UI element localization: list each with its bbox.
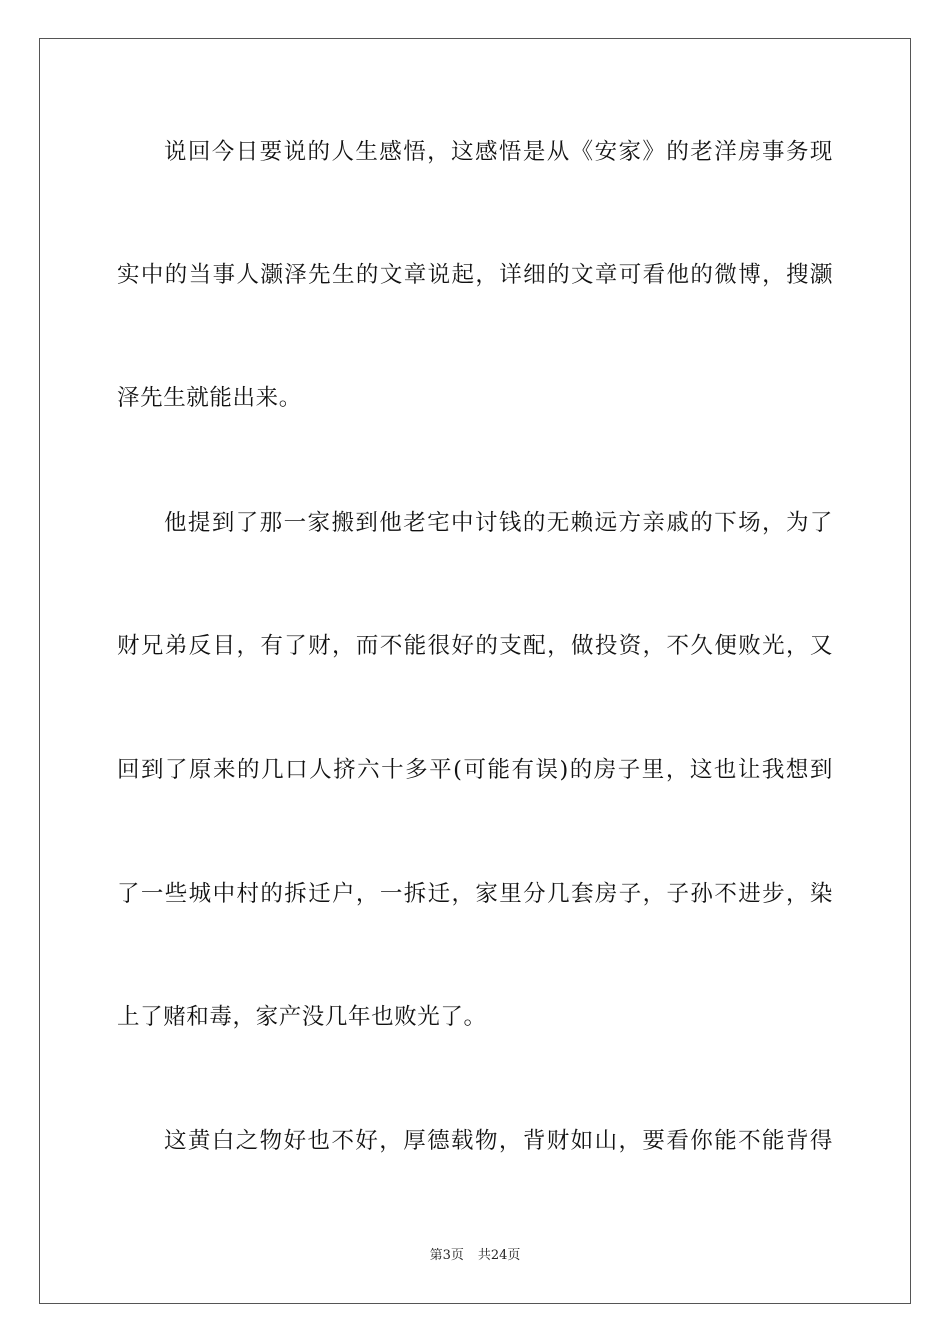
page-footer bbox=[0, 1247, 950, 1265]
page-border bbox=[39, 38, 911, 1304]
page-number: 第3页 bbox=[429, 1248, 464, 1263]
text-line: 了一些城中村的拆迁户，一拆迁，家里分几套房子，子孙不进步，染 bbox=[117, 881, 833, 907]
text-line: 财兄弟反目，有了财，而不能很好的支配，做投资，不久便败光，又 bbox=[117, 633, 833, 659]
text-line: 他提到了那一家搬到他老宅中讨钱的无赖远方亲戚的下场，为了 bbox=[164, 510, 833, 536]
page-total: 共24页 bbox=[477, 1248, 521, 1263]
text-line: 实中的当事人灏泽先生的文章说起，详细的文章可看他的微博，搜灏 bbox=[117, 262, 833, 288]
text-line: 上了赌和毒，家产没几年也败光了。 bbox=[117, 1004, 487, 1030]
text-line: 这黄白之物好也不好，厚德载物，背财如山，要看你能不能背得 bbox=[164, 1128, 833, 1154]
text-line: 说回今日要说的人生感悟，这感悟是从《安家》的老洋房事务现 bbox=[164, 139, 833, 165]
text-line: 泽先生就能出来。 bbox=[117, 385, 302, 411]
text-line: 回到了原来的几口人挤六十多平(可能有误)的房子里，这也让我想到 bbox=[117, 757, 833, 783]
